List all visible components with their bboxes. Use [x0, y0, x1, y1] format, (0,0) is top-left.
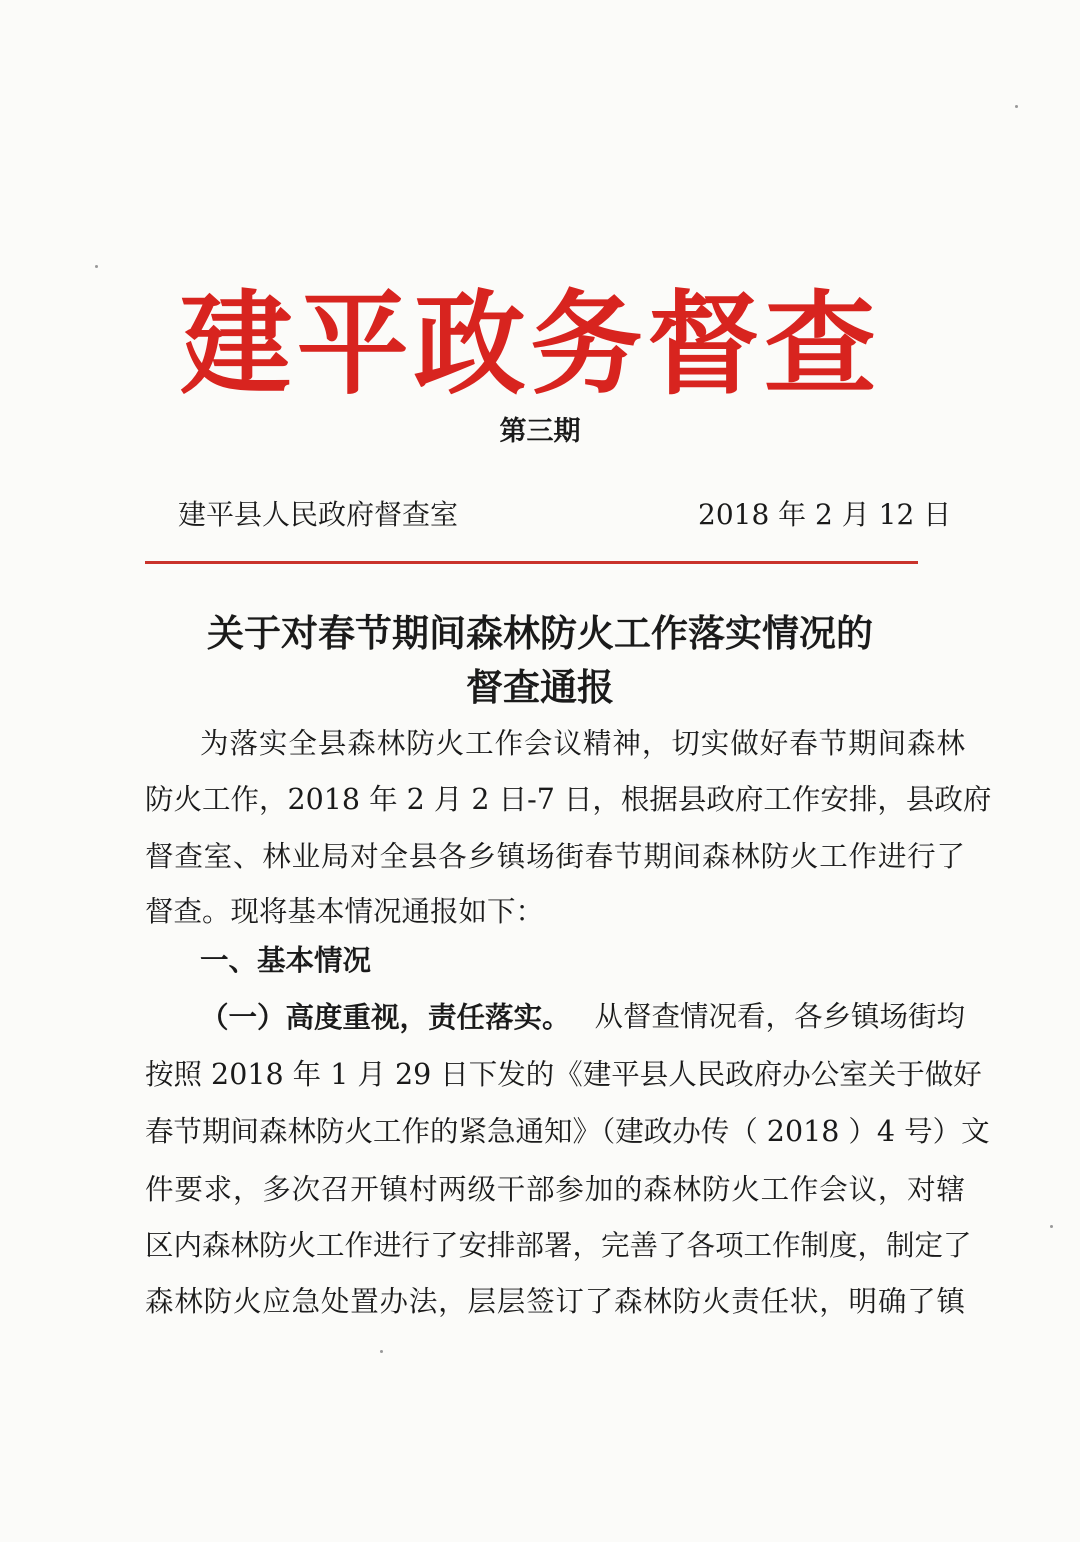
body-line: 督查室、林业局对全县各乡镇场街春节期间森林防火工作进行了 — [145, 840, 965, 873]
section-heading: 一、基本情况 — [200, 943, 372, 977]
issue-date: 2018 年 2 月 12 日 — [698, 498, 952, 531]
body-line: 件要求，多次召开镇村两级干部参加的森林防火工作会议，对辖 — [145, 1173, 965, 1206]
body-line: 为落实全县森林防火工作会议精神，切实做好春节期间森林 — [200, 727, 965, 760]
subsection-heading: （一）高度重视，责任落实。 — [200, 1000, 571, 1034]
masthead-title: 建平政务督查 — [180, 279, 880, 410]
body-line: 森林防火应急处置办法，层层签订了森林防火责任状，明确了镇 — [145, 1285, 965, 1318]
body-text: 从督查情况看，各乡镇场街均 — [594, 1000, 965, 1033]
body-line: 督查。现将基本情况通报如下： — [145, 895, 545, 928]
scan-speck — [95, 265, 98, 268]
scan-speck — [1015, 105, 1018, 108]
red-divider — [145, 561, 918, 564]
issuer: 建平县人民政府督查室 — [178, 498, 459, 531]
issue-number: 第三期 — [499, 416, 581, 447]
document-title-line-2: 督查通报 — [466, 665, 614, 709]
document-title-line-1: 关于对春节期间森林防火工作落实情况的 — [207, 611, 873, 655]
scan-speck — [1050, 1225, 1053, 1228]
body-line: 防火工作，2018 年 2 月 2 日-7 日，根据县政府工作安排，县政府 — [145, 783, 992, 816]
body-line: 区内森林防火工作进行了安排部署，完善了各项工作制度，制定了 — [145, 1229, 972, 1262]
body-line — [200, 997, 965, 1037]
body-line: 春节期间森林防火工作的紧急通知》（建政办传（ 2018 ）4 号）文 — [145, 1115, 990, 1148]
body-line: 按照 2018 年 1 月 29 日下发的《建平县人民政府办公室关于做好 — [145, 1058, 982, 1091]
scan-speck — [380, 1350, 383, 1353]
